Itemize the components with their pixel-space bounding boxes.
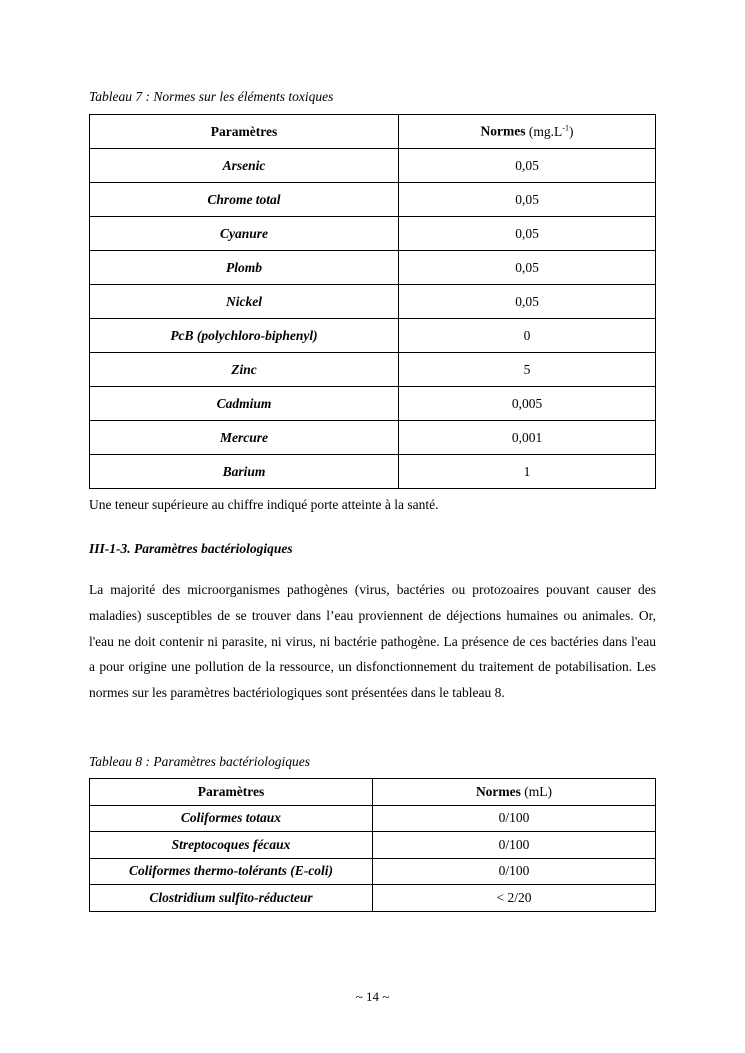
table-header-row <box>90 779 656 806</box>
table-row <box>90 285 656 319</box>
param-cell: Clostridium sulfito-réducteur <box>90 885 373 912</box>
header-norm-unit: (mL) <box>520 783 553 799</box>
value-cell: 0,05 <box>399 217 656 251</box>
header-norm <box>399 115 656 149</box>
value-cell: 0,005 <box>399 387 656 421</box>
table8-caption: Tableau 8 : Paramètres bactériologiques <box>89 754 310 769</box>
param-cell: Coliformes totaux <box>90 805 373 832</box>
value-cell: 0/100 <box>373 858 656 885</box>
table-row <box>90 805 656 832</box>
header-norm-unit-post: ) <box>568 123 574 139</box>
header-norm-unit <box>526 124 574 139</box>
section-paragraph: La majorité des microorganismes pathogènes (virus, bactéries ou protozoaires pouvant causer des maladies) susceptibles de se trouver dans l’eau proviennent de déjections humaines ou animales. Or, l'eau ne doit contenir ni parasite, ni virus, ni bactérie pathogène. La présence de ces bactéries dans l'eau a pour origine une pollution de la ressource, un disfonctionnement du traitement de potabilisation. Les normes sur les paramètres bactériologiques sont présentées dans le tableau 8. <box>89 582 656 701</box>
param-cell: Cyanure <box>90 217 399 251</box>
table-row <box>90 885 656 912</box>
table-row <box>90 217 656 251</box>
table8 <box>89 778 656 912</box>
table-row <box>90 251 656 285</box>
table-row <box>90 353 656 387</box>
value-cell: 1 <box>399 455 656 489</box>
value-cell: 0,05 <box>399 183 656 217</box>
header-norm-label: Normes <box>475 783 521 799</box>
header-param: Paramètres <box>90 115 399 149</box>
table-row <box>90 832 656 859</box>
table-row <box>90 421 656 455</box>
section-heading: III-1-3. Paramètres bactériologiques <box>89 541 293 556</box>
table-row <box>90 387 656 421</box>
value-cell: 0/100 <box>373 805 656 832</box>
table7 <box>89 114 656 489</box>
header-norm <box>373 779 656 806</box>
value-cell: 0 <box>399 319 656 353</box>
table-row <box>90 183 656 217</box>
table-row <box>90 149 656 183</box>
table7-note: Une teneur supérieure au chiffre indiqué porte atteinte à la santé. <box>89 497 439 512</box>
param-cell: Zinc <box>90 353 399 387</box>
value-cell: 0/100 <box>373 832 656 859</box>
param-cell: Nickel <box>90 285 399 319</box>
table-row <box>90 455 656 489</box>
header-norm-label: Normes <box>480 123 526 139</box>
table-header-row <box>90 115 656 149</box>
header-norm-unit-pre: (mg.L <box>525 123 563 139</box>
value-cell: < 2/20 <box>373 885 656 912</box>
param-cell: Barium <box>90 455 399 489</box>
value-cell: 5 <box>399 353 656 387</box>
param-cell: Streptocoques fécaux <box>90 832 373 859</box>
table-row <box>90 319 656 353</box>
value-cell: 0,05 <box>399 149 656 183</box>
param-cell: Arsenic <box>90 149 399 183</box>
table-row <box>90 858 656 885</box>
value-cell: 0,05 <box>399 285 656 319</box>
param-cell: PcB (polychloro-biphenyl) <box>90 319 399 353</box>
param-cell: Chrome total <box>90 183 399 217</box>
value-cell: 0,001 <box>399 421 656 455</box>
value-cell: 0,05 <box>399 251 656 285</box>
header-norm-unit-sup: -1 <box>562 123 569 133</box>
param-cell: Cadmium <box>90 387 399 421</box>
page-number: ~ 14 ~ <box>355 989 390 1004</box>
param-cell: Coliformes thermo-tolérants (E-coli) <box>90 858 373 885</box>
header-param: Paramètres <box>90 779 373 806</box>
table7-caption: Tableau 7 : Normes sur les éléments toxiques <box>89 89 334 104</box>
param-cell: Plomb <box>90 251 399 285</box>
param-cell: Mercure <box>90 421 399 455</box>
